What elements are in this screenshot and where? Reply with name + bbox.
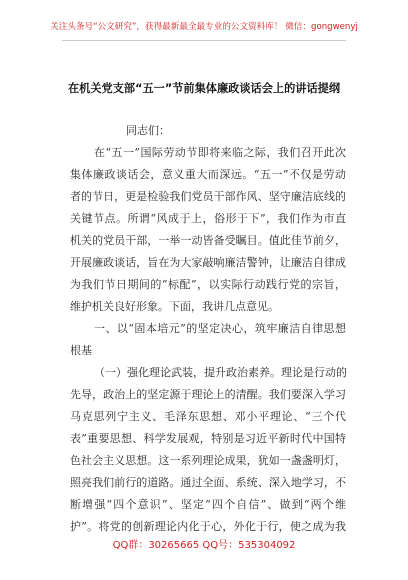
salutation: 同志们： [126,124,170,137]
paragraph-line: 先导，政治上的坚定源于理论上的清醒。我们要深入学习 [70,388,346,401]
header-divider [62,40,346,41]
paragraph-line: 为我们节日期间的“标配”，以实际行动践行党的宗旨， [70,278,346,291]
section-heading-line: 根基 [70,344,92,357]
section-heading-line: 一、以“固本培元”的坚定决心，筑牢廉洁自律思想 [94,322,346,335]
paragraph-line: 色社会主义思想。这一系列理论成果，犹如一盏盏明灯， [70,454,346,467]
paragraph-line: 者的节日，更是检验我们党员干部作风、坚守廉洁底线的 [70,190,346,203]
paragraph-line: 马克思列宁主义、毛泽东思想、邓小平理论、“三个代 [70,410,346,423]
paragraph-line: 断增强“四个意识”、坚定“四个自信”、做到“两个维 [70,498,346,511]
paragraph-line: 在“五一”国际劳动节即将来临之际，我们召开此次 [94,146,346,159]
paragraph-line: 集体廉政谈话会，意义重大而深远。“五一”不仅是劳动 [70,168,346,181]
paragraph-line: （一）强化理论武装，提升政治素养。理论是行动的 [94,366,347,379]
paragraph-line: 护”。将党的创新理论内化于心，外化于行，使之成为我 [70,520,346,533]
header-promo-text: 关注头条号“公文研究”，获得最新最全最专业的公文资料库！ 微信：gongwenyj [50,22,358,32]
paragraph-line: 开展廉政谈话，旨在为大家敲响廉洁警钟，让廉洁自律成 [70,256,346,269]
paragraph-line: 照亮我们前行的道路。通过全面、系统、深入地学习，不 [70,476,346,489]
paragraph-line: 表”重要思想、科学发展观，特别是习近平新时代中国特 [70,432,346,445]
paragraph-line: 关键节点。所谓“风成于上，俗形于下”，我们作为市直 [70,212,346,225]
paragraph-line: 维护机关良好形象。下面，我讲几点意见。 [70,300,279,313]
footer-contact-text: QQ群：30265665 QQ号：535304092 [112,540,296,551]
document-title: 在机关党支部“五一”节前集体廉政谈话会上的讲话提纲 [67,82,341,95]
paragraph-line: 机关的党员干部，一举一动皆备受瞩目。值此佳节前夕， [70,234,346,247]
